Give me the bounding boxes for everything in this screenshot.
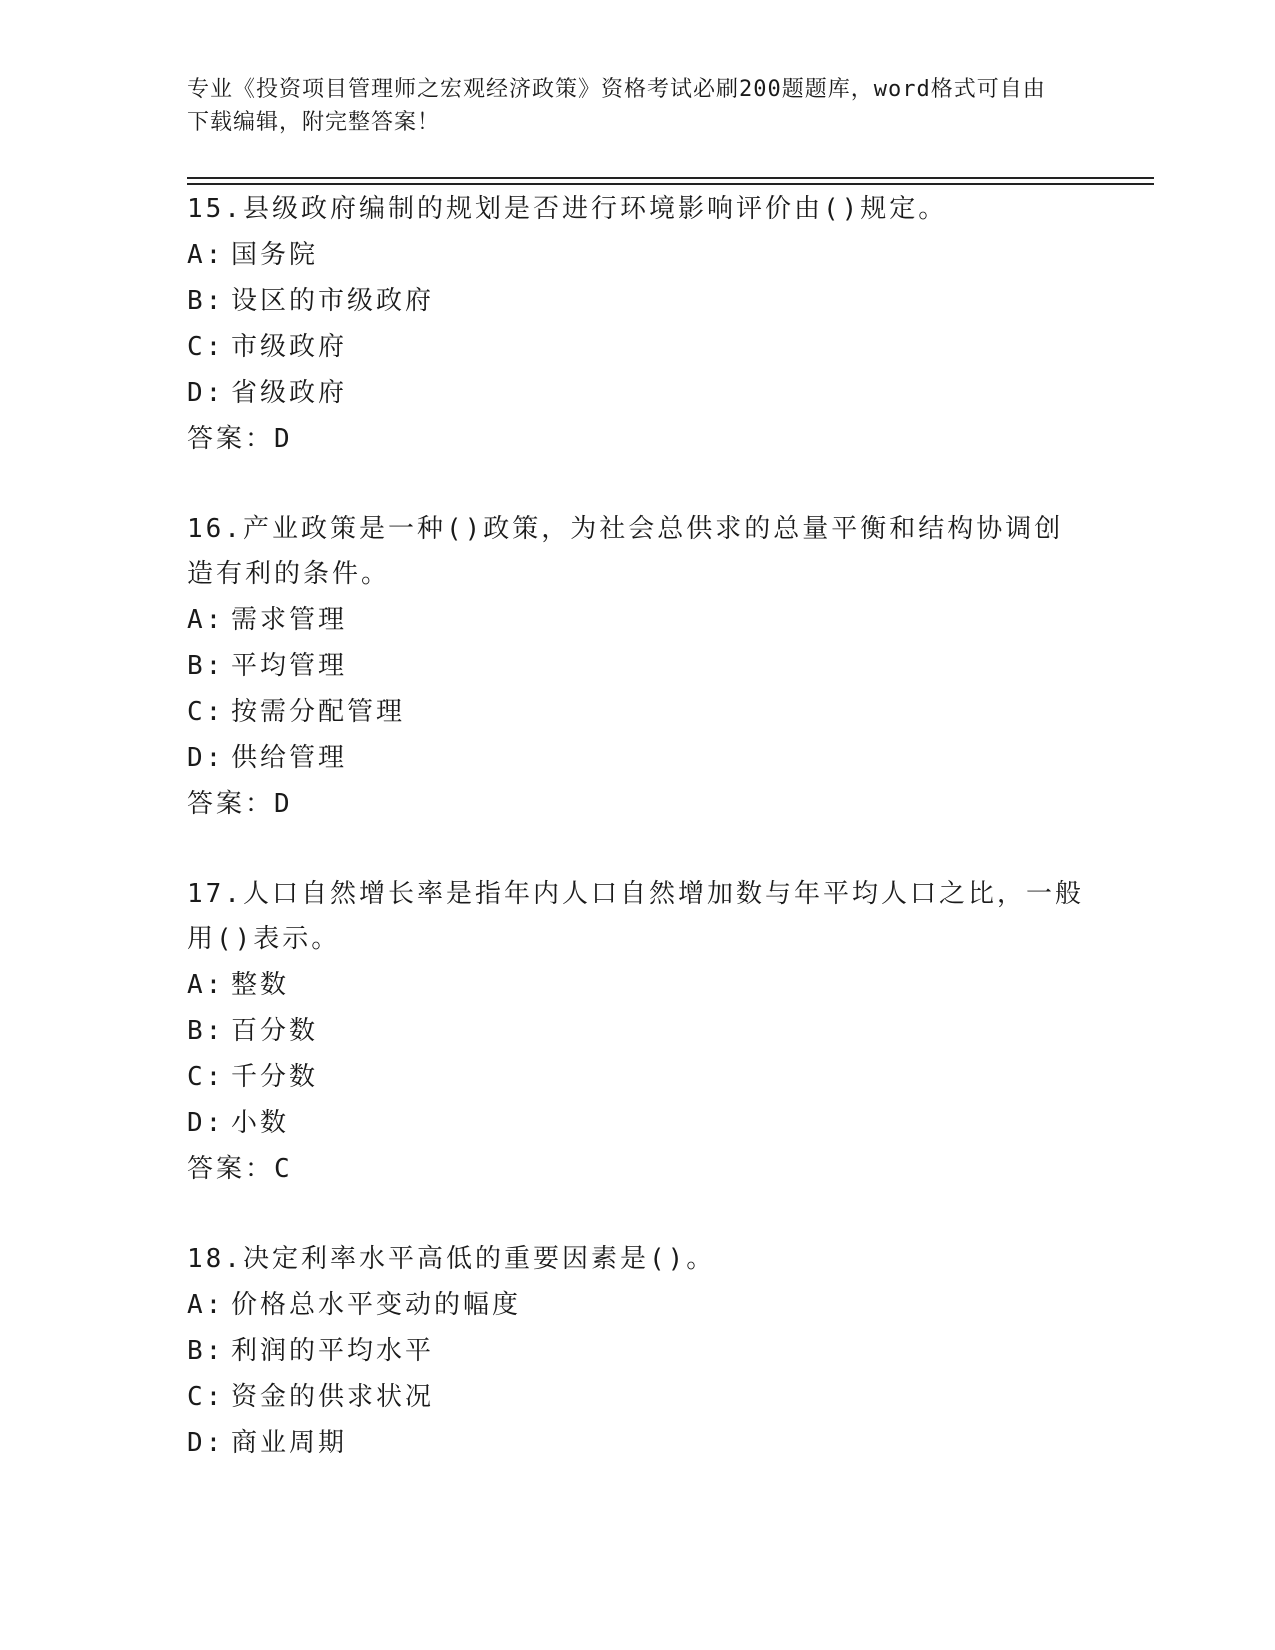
option-label: D:	[187, 743, 225, 773]
header-divider-bottom	[187, 183, 1154, 185]
option-label: D:	[187, 1108, 225, 1138]
option-text: 平均管理	[231, 651, 348, 681]
option-a	[187, 597, 1087, 643]
question-stem: 15.县级政府编制的规划是否进行环境影响评价由()规定。	[187, 194, 948, 224]
option-text: 百分数	[231, 1016, 319, 1046]
header-divider-top	[187, 177, 1154, 179]
option-text: 资金的供求状况	[231, 1382, 435, 1412]
question-18	[187, 1237, 1087, 1466]
option-c	[187, 1054, 1087, 1100]
option-label: B:	[187, 286, 225, 316]
option-b	[187, 1008, 1087, 1054]
option-a	[187, 1282, 1087, 1328]
option-label: D:	[187, 378, 225, 408]
question-list	[187, 187, 1087, 1511]
option-label: C:	[187, 697, 225, 727]
option-c	[187, 1374, 1087, 1420]
option-label: C:	[187, 1062, 225, 1092]
option-label: B:	[187, 651, 225, 681]
option-label: C:	[187, 332, 225, 362]
option-label: B:	[187, 1016, 225, 1046]
option-c	[187, 689, 1087, 735]
answer-line: 答案：C	[187, 1154, 293, 1184]
header-text: 专业《投资项目管理师之宏观经济政策》资格考试必刷200题题库，word格式可自由下载编辑，附完整答案！	[187, 77, 1046, 135]
option-label: A:	[187, 1290, 225, 1320]
option-b	[187, 278, 1087, 324]
option-d	[187, 1100, 1087, 1146]
option-text: 商业周期	[231, 1428, 348, 1458]
question-stem: 16.产业政策是一种()政策，为社会总供求的总量平衡和结构协调创造有利的条件。	[187, 514, 1064, 589]
option-b	[187, 643, 1087, 689]
document-header	[187, 73, 1067, 139]
option-text: 需求管理	[231, 605, 348, 635]
answer-line: 答案：D	[187, 424, 293, 454]
option-text: 市级政府	[231, 332, 348, 362]
option-a	[187, 962, 1087, 1008]
option-text: 设区的市级政府	[231, 286, 435, 316]
question-16	[187, 507, 1087, 827]
question-stem: 17.人口自然增长率是指年内人口自然增加数与年平均人口之比，一般用()表示。	[187, 879, 1084, 954]
option-d	[187, 735, 1087, 781]
question-15	[187, 187, 1087, 462]
option-a	[187, 232, 1087, 278]
option-label: A:	[187, 605, 225, 635]
question-stem: 18.决定利率水平高低的重要因素是()。	[187, 1244, 716, 1274]
answer-line: 答案：D	[187, 789, 293, 819]
option-text: 小数	[231, 1108, 290, 1138]
option-text: 利润的平均水平	[231, 1336, 435, 1366]
option-d	[187, 370, 1087, 416]
option-label: A:	[187, 970, 225, 1000]
option-text: 按需分配管理	[231, 697, 406, 727]
option-label: B:	[187, 1336, 225, 1366]
option-text: 国务院	[231, 240, 319, 270]
option-text: 省级政府	[231, 378, 348, 408]
option-text: 整数	[231, 970, 290, 1000]
option-text: 供给管理	[231, 743, 348, 773]
option-label: A:	[187, 240, 225, 270]
option-c	[187, 324, 1087, 370]
option-d	[187, 1420, 1087, 1466]
option-label: D:	[187, 1428, 225, 1458]
option-text: 千分数	[231, 1062, 319, 1092]
question-17	[187, 872, 1087, 1192]
option-text: 价格总水平变动的幅度	[231, 1290, 522, 1320]
option-label: C:	[187, 1382, 225, 1412]
option-b	[187, 1328, 1087, 1374]
